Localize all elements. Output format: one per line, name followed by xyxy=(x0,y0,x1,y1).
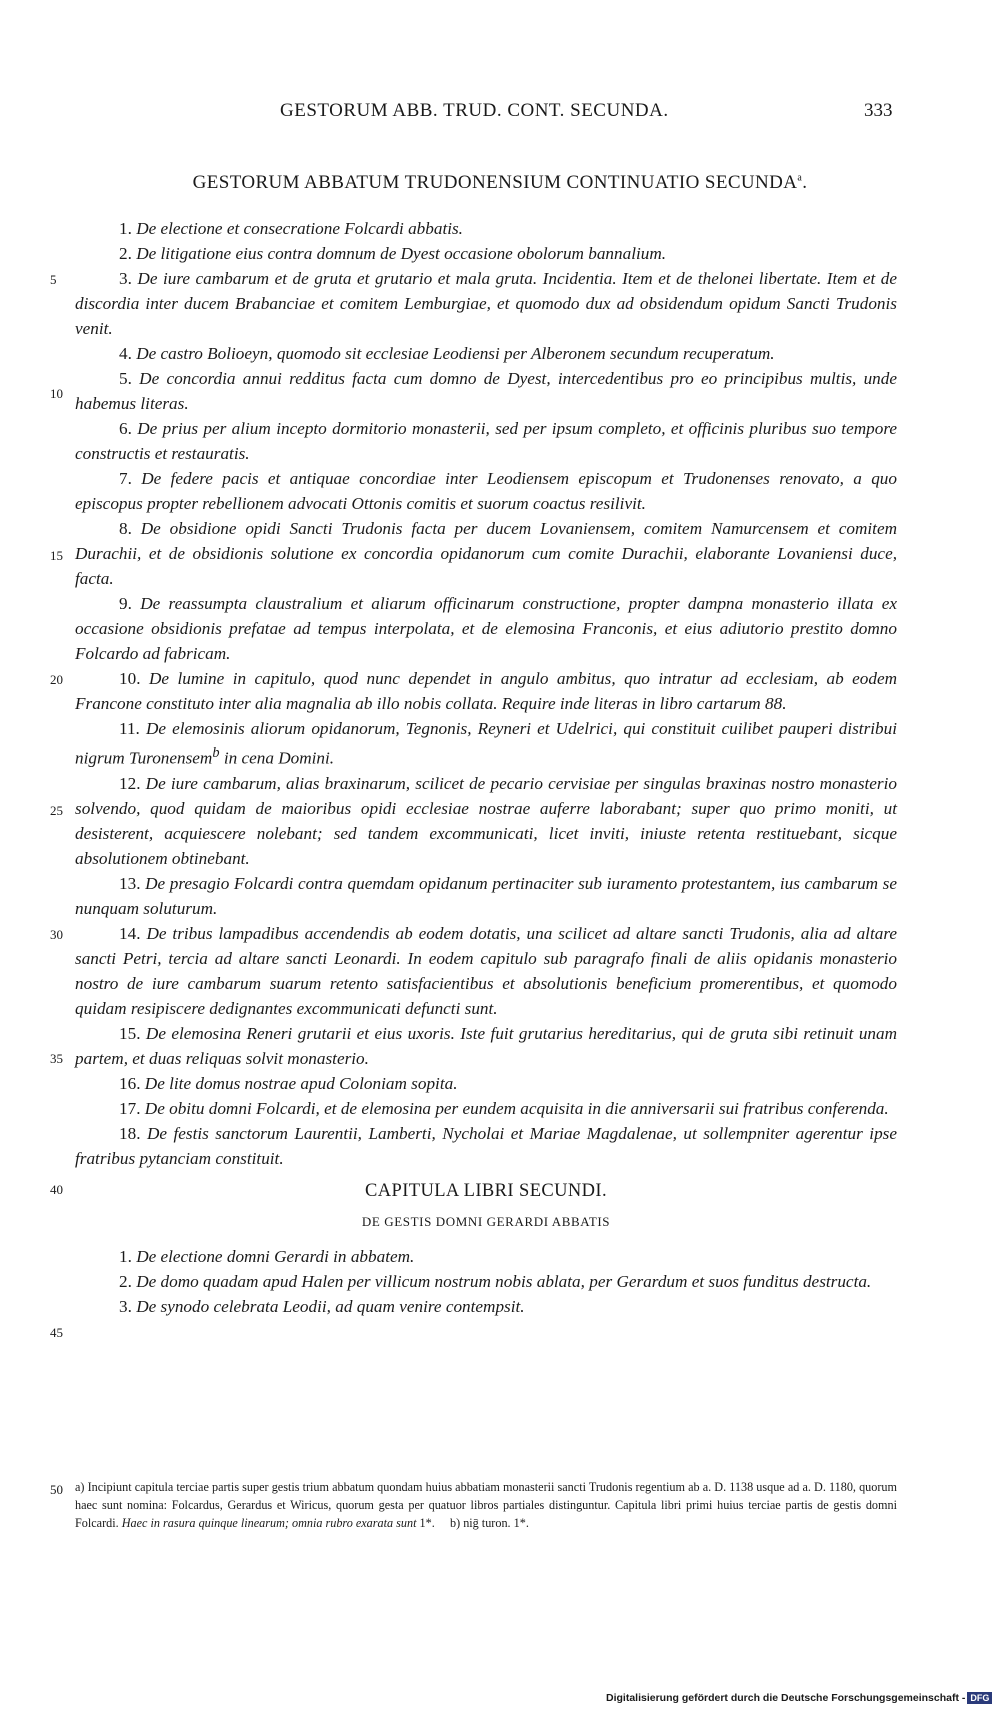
item-number: 8. xyxy=(119,519,132,538)
footnote-b-text: niḡ turon. 1*. xyxy=(463,1516,529,1530)
item-text: De obitu domni Folcardi, et de elemosina per eundem acquisita in die anniversarii sui fratribus conferenda. xyxy=(144,1098,889,1118)
list-item xyxy=(75,241,897,266)
list-item xyxy=(75,516,897,591)
item-text: De litigatione eius contra domnum de Dyest occasione obolorum bannalium. xyxy=(136,244,667,263)
list-item xyxy=(75,1071,897,1096)
digitization-credit xyxy=(606,1692,992,1704)
item-number: 6. xyxy=(119,419,132,438)
section-heading: CAPITULA LIBRI SECUNDI. xyxy=(365,1180,607,1201)
list-item xyxy=(75,341,897,366)
title-footnote-mark: a xyxy=(797,172,803,184)
item-number: 4. xyxy=(119,344,132,363)
item-number: 16. xyxy=(119,1073,141,1093)
item-number: 13. xyxy=(119,873,141,893)
list-item xyxy=(75,216,897,241)
item-number: 17. xyxy=(119,1098,141,1118)
list-item xyxy=(75,416,897,466)
item-text: De festis sanctorum Laurentii, Lamberti, Nycholai et Mariae Magdalenae, ut sollempniter agerentur ipse fratribus pytanciam constituit. xyxy=(75,1123,897,1168)
dfg-logo-icon: DFG xyxy=(967,1692,992,1704)
chapter-list xyxy=(75,216,897,1319)
footnote-a-text: Incipiunt capitula terciae partis super gestis trium abbatum quondam huius abbatiam monasterii sancti Trudonis regentium ab a. D. 1138 usque ad a. D. 1180, quorum haec sunt nomina: Folcardus, Gerardus et Wiricus, quorum gesta per quatuor libros partiales distinguntur. Capitula libri primi huius terciae partis de gestis domni Folcardi. xyxy=(75,1480,897,1530)
item-text: De elemosinis aliorum opidanorum, Tegnonis, Reyneri et Udelrici, qui constituit cuilibet pauperi distribui nigrum Turonensem xyxy=(75,719,897,768)
item-number: 9. xyxy=(119,594,132,613)
footnotes xyxy=(75,1478,897,1532)
item-number: 3. xyxy=(119,1296,132,1316)
title-text: GESTORUM ABBATUM TRUDONENSIUM CONTINUATIO SECUNDA xyxy=(192,172,798,193)
item-text: De concordia annui redditus facta cum domno de Dyest, intercedentibus pro eo principibus multis, unde habemus literas. xyxy=(75,369,897,413)
item-text: De federe pacis et antiquae concordiae inter Leodiensem episcopum et Trudonenses renovato, a quo episcopus propter rebellionem advocati Ottonis comitis et suorum coactus resilivit. xyxy=(75,469,897,513)
footnote-mark: b xyxy=(212,745,220,761)
item-text: De domo quadam apud Halen per villicum nostrum nobis ablata, per Gerardum et suos funditus destructa. xyxy=(136,1271,872,1291)
line-number: 25 xyxy=(50,803,63,818)
item-text: De iure cambarum et de gruta et grutario et mala gruta. Incidentia. Item et de thelonei libertate. Item et de discordia inter ducem Brabanciae et comitem Lemburgiae, et quomodo dux ad obsidendum opidum Sancti Trudonis venit. xyxy=(75,269,898,338)
item-text: De lumine in capitulo, quod nunc dependet in angulo ambitus, quo intratur ad ecclesiam, ab eodem Francone constituto inter alia magnalia ab illo nobis collata. Require inde literas in libro cartarum 88. xyxy=(75,669,897,713)
line-number: 35 xyxy=(50,1051,63,1066)
item-text-tail: in cena Domini. xyxy=(219,748,335,768)
item-number: 2. xyxy=(119,244,132,263)
item-number: 11. xyxy=(119,719,140,738)
item-number: 12. xyxy=(119,773,141,793)
list-item xyxy=(75,771,897,871)
item-text: De elemosina Reneri grutarii et eius uxoris. Iste fuit grutarius hereditarius, qui de gruta sibi retinuit unam partem, et duas reliquas solvit monasterio. xyxy=(75,1023,898,1068)
running-head: GESTORUM ABB. TRUD. CONT. SECUNDA. xyxy=(280,100,669,121)
item-number: 7. xyxy=(119,469,132,488)
list-item xyxy=(75,366,897,416)
item-text: De presagio Folcardi contra quemdam opidanum pertinaciter sub iuramento protestantem, ius cambarum se nunquam soluturum. xyxy=(75,873,898,918)
list-item xyxy=(75,591,897,666)
list-item xyxy=(75,716,897,771)
line-number: 20 xyxy=(50,672,63,687)
list-item xyxy=(75,1121,897,1171)
item-text: De lite domus nostrae apud Coloniam sopita. xyxy=(144,1073,458,1093)
list-item xyxy=(75,1096,897,1121)
list-item xyxy=(75,921,897,1021)
item-text: De castro Bolioeyn, quomodo sit ecclesiae Leodiensi per Alberonem secundum recuperatum. xyxy=(136,344,775,363)
line-number: 45 xyxy=(50,1325,63,1340)
item-text: De synodo celebrata Leodii, ad quam venire contempsit. xyxy=(136,1296,525,1316)
item-number: 1. xyxy=(119,1246,132,1266)
list-item xyxy=(75,666,897,716)
list-item xyxy=(75,1269,897,1294)
item-number: 5. xyxy=(119,369,132,388)
page-number: 333 xyxy=(864,100,893,121)
footnote-b-mark: b) xyxy=(449,1516,461,1530)
line-number: 50 xyxy=(50,1482,63,1497)
list-item xyxy=(75,266,897,341)
item-number: 14. xyxy=(119,923,141,943)
list-item xyxy=(75,871,897,921)
list-item xyxy=(75,466,897,516)
line-number: 30 xyxy=(50,927,63,942)
item-text: De obsidione opidi Sancti Trudonis facta per ducem Lovaniensem, comitem Namurcensem et comitem Durachii, et de obsidionis solutione ex concordia opidanorum cum comite Durachii, elaborante Lovaniensi duce, facta. xyxy=(75,519,897,588)
item-number: 3. xyxy=(119,269,132,288)
document-title: GESTORUM ABBATUM TRUDONENSIUM CONTINUATIO SECUNDA$^a$. xyxy=(192,172,808,193)
item-number: 10. xyxy=(119,669,141,688)
list-item xyxy=(75,1021,897,1071)
item-text: De iure cambarum, alias braxinarum, scilicet de pecario cervisiae per singulas braxinas nostro monasterio solvendo, quod quidam de maioribus opidi ecclesiae nostrae auferre laborabant; super quo primo moniti, ut desisterent, acquiescere nolebant; sed tandem excommunicati, licet inviti, iniuste retenta restituebant, sicque absolutionem obtinebant. xyxy=(75,773,897,868)
item-text: De prius per alium incepto dormitorio monasterii, sed per ipsum completo, et officinis pluribus suo tempore constructis et restauratis. xyxy=(75,419,897,463)
line-number: 10 xyxy=(50,386,63,401)
footnote-a-mark: a) xyxy=(75,1480,85,1494)
section-subheading: DE GESTIS DOMNI GERARDI ABBATIS xyxy=(361,1213,611,1229)
item-number: 15. xyxy=(119,1023,141,1043)
line-number: 40 xyxy=(50,1182,63,1197)
list-item xyxy=(75,1294,897,1319)
item-number: 18. xyxy=(119,1123,141,1143)
item-text: De reassumpta claustralium et aliarum officinarum constructione, propter dampna monasterio illata ex occasione obsidionis prefatae ad tempus interpolata, et de elemosina Franconis, et eius adiutorio prestito domno Folcardo ad fabricam. xyxy=(75,594,897,663)
item-number: 1. xyxy=(119,219,132,238)
item-text: De tribus lampadibus accendendis ab eodem dotatis, una scilicet ad altare sancti Trudonis, alia ad altare sancti Petri, tercia ad altare sancti Leonardi. In eodem capitulo sub paragrafo finali de aliis opidanis monasterio nostro de iure cambarum suarum retento satisfacientibus et absolutionis beneficium promerentibus, et quomodo quidam resipiscere dedignantes excommunicati defuncti sunt. xyxy=(75,923,897,1018)
line-number: 15 xyxy=(50,548,63,563)
item-number: 2. xyxy=(119,1271,132,1291)
item-text: De electione domni Gerardi in abbatem. xyxy=(136,1246,415,1266)
footnote-a-siglum: 1*. xyxy=(419,1516,435,1530)
line-number: 5 xyxy=(50,272,57,287)
item-text: De electione et consecratione Folcardi abbatis. xyxy=(136,219,463,238)
credit-text: Digitalisierung gefördert durch die Deutsche Forschungsgemeinschaft - xyxy=(606,1692,966,1704)
footnote-a-italic: Haec in rasura quinque linearum; omnia rubro exarata sunt xyxy=(121,1516,417,1530)
list-item xyxy=(75,1244,897,1269)
